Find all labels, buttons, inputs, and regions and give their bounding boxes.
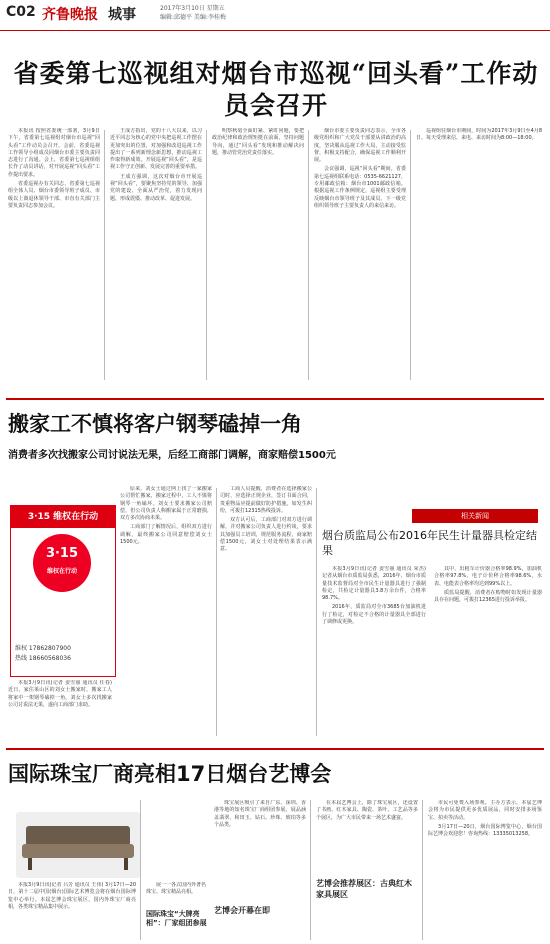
related-para: 质监局提醒，消费者在购物时如发现计量器具存在问题，可拨打12365进行投诉举报。 [434, 589, 542, 604]
related-col2 [434, 566, 542, 738]
ad-contact [15, 644, 71, 664]
story1-para: 烟台市委主要负责同志表示，全市各级党组织和广大党员干部要从讲政治的高度，坚决服从巡视工作大局，主动接受监督，积极支持配合，确保巡视工作顺利开展。 [314, 128, 406, 164]
story1-para: 本报讯 按照省委统一部署，3月9日下午，省委第七巡视组对烟台市巡视“回头看”工作动员会召开。会前，省委巡视工作领导小组成员同烟台市委主要负责同志进行了沟通。会上，省委第七巡视组组长作了动员讲话，对开展巡视“回头看”工作提出要求。 [8, 128, 100, 178]
subhead-piano: 消费者多次找搬家公司讨说法无果，后经工商部门调解，商家赔偿1500元 [8, 450, 336, 461]
story1-para: 会议强调，巡视“回头看”期间，省委第七巡视组联系电话：0535-6621127，专用邮政信箱：烟台市1001邮政信箱。根据巡视工作条例规定，巡视组主要受理反映烟台市领导班子及其成员、下一级党组织领导班子主要负责人的来信来访。 [314, 166, 406, 209]
story3-col1 [8, 882, 136, 942]
section-title: 城事 [108, 7, 136, 23]
story1-para: 王成方指出，党的十八大以来，以习近平同志为核心的党中央把巡视工作摆在更加突出的位置，对加强和改进巡视工作提出了一系列新理念新思想，推动巡视工作取得新成效。开展巡视“回头看”，是巡视工作守正创新、发展完善的重要举措。 [110, 128, 202, 171]
story3-sub2: 艺博会开幕在即 [214, 906, 270, 915]
headline-jewelry: 国际珠宝厂商亮相17日烟台艺博会 [8, 762, 332, 786]
story1-para: 王成方强调，这次对烟台市开展巡视“回头看”，要聚焦坚持党的领导、加强党的建设、全面从严治党，着力发现问题、形成震慑、推动改革、促进发展。 [110, 173, 202, 202]
story1-para: 省委巡视办有关同志，省委第七巡视组全体人员、烟台市委领导班子成员、市级以上离退休领导干部、市直有关部门主要负责同志参加会议。 [8, 181, 100, 209]
furniture-photo [16, 812, 140, 878]
story2-para: 工商人员提醒，消费者在选择搬家公司时，应选择正规企业，签订书面合同，贵重物品应提前做好防护措施。如发生纠纷，可拨打12315热线投诉。 [220, 486, 312, 514]
related-col1 [322, 566, 426, 738]
badge-315 [33, 534, 91, 592]
badge-label: 3·15 [45, 546, 79, 561]
headline-piano: 搬家工不慎将客户钢琴磕掉一角 [8, 412, 302, 436]
story2-para: 本报3月9日讯(记者 姜雪丽 通讯员 任春)近日，家住莱山区的刘女士搬家时，搬家工人将家中一架钢琴磕掉一角。刘女士多次找搬家公司讨说法无果，遂向工商部门求助。 [8, 680, 112, 708]
story3-col3 [316, 800, 418, 940]
story1-col2 [110, 128, 202, 383]
story2-para: 原来，刘女士通过网上找了一家搬家公司帮忙搬家，搬家过程中，工人不慎将钢琴一角磕坏。刘女士要求搬家公司赔偿，但公司负责人称搬家属于正常磨损，双方多次协商未果。 [120, 486, 212, 522]
related-para: 其中，出租车计价器合格率98.9%，加油机合格率97.8%，电子计价秤合格率98.6%，水表、电能表合格率均达到99%以上。 [434, 566, 542, 587]
story2-para: 双方认可后，工商部门对双方进行调解，并对搬家公司负责人进行约谈，要求其加强员工培训，规范服务流程，商家赔偿1500元，刘女士对处理结果表示满意。 [220, 517, 312, 553]
story1-col5 [416, 128, 542, 383]
badge-sub: 维权在行动 [46, 568, 77, 575]
story3-para: 在本届艺博会上，除了珠宝展区，还设置了书画、红木家具、陶瓷、茶叶、工艺品等多个展区，为广大市民带来一场艺术盛宴。 [316, 800, 418, 821]
headline-inspection: 省委第七巡视组对烟台市巡视“回头看”工作动员会召开 [13, 59, 539, 120]
story1-col4 [314, 128, 406, 383]
story3-para: 市民可免费入场参观。主办方表示，本届艺博会将为市民提供更多优质展品，同时安排多场鉴宝、拍卖等活动。 [428, 800, 542, 821]
story3-col4 [428, 800, 542, 940]
ad-line2: 热线 18660568036 [15, 655, 71, 662]
related-headline: 烟台质监局公布2016年民生计量器具检定结果 [322, 529, 537, 557]
story1-col3 [212, 128, 304, 383]
header-editor: 编辑:邱德平 美编:李桂梅 [160, 14, 226, 21]
photo-caption: 展一一各式国内外著名珠宝、珠宝精品亮相。 [146, 882, 206, 896]
story2-col1 [120, 486, 212, 736]
story3-para: 珠宝展区吸引了来自广东、深圳、香港等地的知名珠宝厂商组团参展，展品涵盖翡翠、和田玉、钻石、珍珠、琥珀等多个品类。 [214, 800, 306, 828]
story3-sub1: 国际珠宝“大牌亮相”：厂家组团参展 [146, 910, 207, 927]
story1-para: 明察秋毫全面盯紧、紧盯问题，要把政治纪律和政治规矩挺在前面，坚持问题导向，通过“回头看”发现和推动解决问题，推动管党治党责任落实。 [212, 128, 304, 156]
related-para: 本报3月9日讯(记者 姜雪丽 通讯员 荣杰) 记者从烟台市质监局获悉，2016年，烟台市质量技术监督局对全市民生计量器具进行了强制检定，共检定计量器具3.8万余台件，合格率98.7%。 [322, 566, 426, 602]
page-number: C02 [6, 4, 36, 20]
related-news-tag: 相关新闻 [412, 509, 538, 523]
ad-title: 3·15 维权在行动 [11, 506, 115, 528]
header-date: 2017年3月10日 星期五 [160, 5, 225, 12]
story3-para: 本报3月9日讯(记者 吕芳 通讯员 王伟) 3月17日—20日，第十二届中国(烟台)国际艺术博览会将在烟台国际博览中心举行。本届艺博会珠宝展区，国内外珠宝厂商亮相，各类珠宝精品集中展示。 [8, 882, 136, 910]
story1-para: 巡视组驻烟台市期间，时间为2017年3月9日至4月8日。每天受理来信、来电、来访时间为8:00—18:00。 [416, 128, 542, 142]
sofa-icon [16, 812, 140, 878]
story1-col1 [8, 128, 100, 383]
newspaper-logo: 齐鲁晚报 [42, 7, 98, 23]
story3-col2 [214, 800, 306, 940]
related-para: 2016年，质监局对全市3685台加油机进行了检定，对检定不合格的计量器具全部进行了调修或更换。 [322, 604, 426, 626]
story2-para: 工商部门了解情况后，组织双方进行调解，最终搬家公司同意赔偿刘女士1500元。 [120, 524, 212, 546]
ad-line1: 维权 17862807900 [15, 645, 71, 652]
story2-lead [8, 680, 112, 740]
story2-col2 [220, 486, 312, 736]
story3-sub3: 艺博会推荐展区：古典红木家具展区 [316, 879, 412, 899]
header-meta [160, 4, 226, 22]
consumer-rights-ad [10, 505, 116, 677]
story3-para: 3月17日—20日，烟台国际博览中心，烟台国际艺博会欢迎您！咨询热线：13335013258。 [428, 823, 542, 838]
